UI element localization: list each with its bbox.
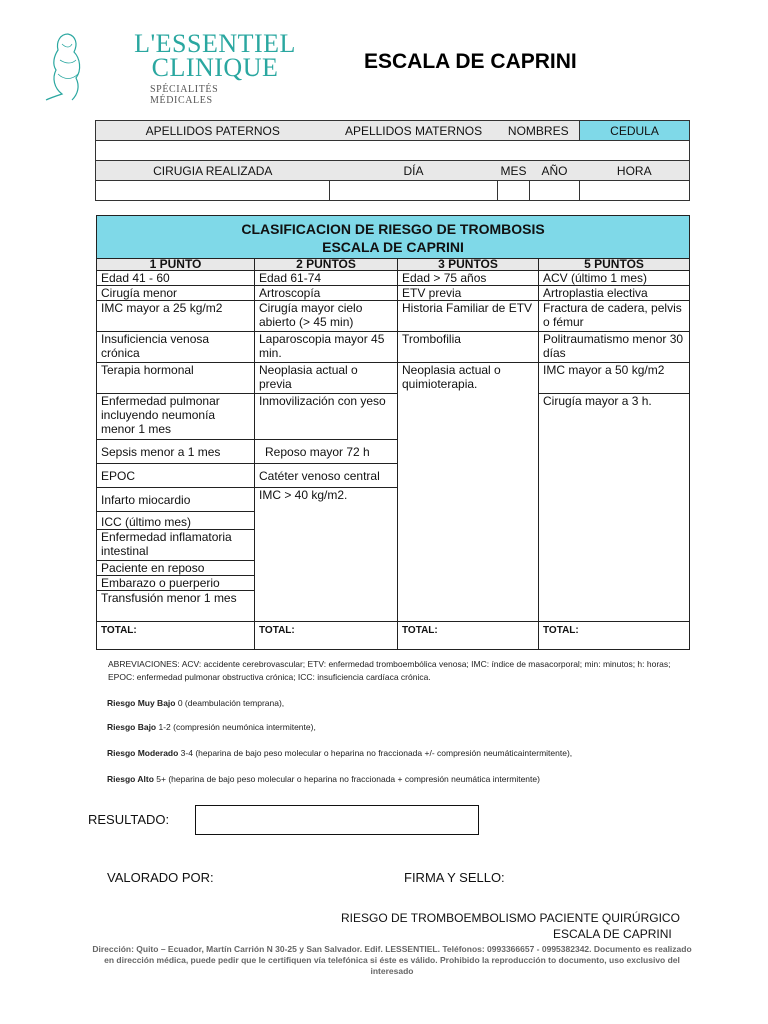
risk-text: 0 (deambulación temprana), bbox=[175, 698, 285, 708]
risk-item[interactable]: Cirugía mayor cielo abierto (> 45 min) bbox=[255, 301, 398, 332]
total-3-puntos[interactable]: TOTAL: bbox=[398, 622, 539, 650]
firma-sello-label: FIRMA Y SELLO: bbox=[404, 870, 505, 885]
risk-item[interactable]: ICC (último mes) bbox=[97, 512, 255, 530]
risk-text: 5+ (heparina de bajo peso molecular o heparina no fraccionada + compresión neumática intermitente) bbox=[153, 774, 540, 784]
dia-header: DÍA bbox=[330, 161, 498, 181]
risk-item[interactable]: Inmovilización con yeso bbox=[255, 394, 398, 440]
col-header-2-puntos: 2 PUNTOS bbox=[255, 259, 398, 271]
risk-item[interactable]: Terapia hormonal bbox=[97, 363, 255, 394]
total-5-puntos[interactable]: TOTAL: bbox=[539, 622, 690, 650]
address-footer: Dirección: Quito – Ecuador, Martín Carrión N 30-25 y San Salvador. Edif. LESSENTIEL. Teléfonos: 0993366657 - 0995382342. Documento es realizado en dirección médica, puede pedir que le certifiquen vía telefónica si éste es válido. Prohibido la reproducción to documento, uso exclusivo del interesado bbox=[92, 944, 692, 976]
col-header-3-puntos: 3 PUNTOS bbox=[398, 259, 539, 271]
anio-header: AÑO bbox=[530, 161, 580, 181]
risk-item[interactable]: Politraumatismo menor 30 días bbox=[539, 332, 690, 363]
table-title-line1: CLASIFICACION DE RIESGO DE TROMBOSIS bbox=[241, 221, 545, 237]
risk-item[interactable]: Fractura de cadera, pelvis o fémur bbox=[539, 301, 690, 332]
risk-item[interactable]: Edad 41 - 60 bbox=[97, 271, 255, 286]
cirugia-header: CIRUGIA REALIZADA bbox=[96, 161, 330, 181]
abbreviations-note: ABREVIACIONES: ACV: accidente cerebrovascular; ETV: enfermedad tromboembólica venosa; IMC: índice de masacorporal; min: minutos; h: horas; EPOC: enfermedad pulmonar obstructiva crónica; ICC: insuficiencia cardíaca crónica. bbox=[108, 659, 671, 682]
risk-item[interactable]: Neoplasia actual o quimioterapia. bbox=[398, 363, 539, 622]
risk-item[interactable]: Trombofilia bbox=[398, 332, 539, 363]
risk-item[interactable]: Catéter venoso central bbox=[255, 464, 398, 488]
cirugia-field[interactable] bbox=[96, 181, 330, 201]
risk-item[interactable]: Transfusión menor 1 mes bbox=[97, 591, 255, 622]
valorado-por-label: VALORADO POR: bbox=[107, 870, 214, 885]
hora-field[interactable] bbox=[580, 181, 690, 201]
risk-item[interactable]: Paciente en reposo bbox=[97, 561, 255, 576]
col-header-5-puntos: 5 PUNTOS bbox=[539, 259, 690, 271]
risk-item[interactable]: Neoplasia actual o previa bbox=[255, 363, 398, 394]
risk-item[interactable]: Reposo mayor 72 h bbox=[255, 440, 398, 464]
mes-header: MES bbox=[498, 161, 530, 181]
apellidos-maternos-header: APELLIDOS MATERNOS bbox=[330, 121, 498, 141]
risk-item[interactable]: IMC > 40 kg/m2. bbox=[255, 488, 398, 622]
risk-item[interactable]: Edad > 75 años bbox=[398, 271, 539, 286]
risk-level-bajo bbox=[107, 722, 316, 732]
risk-item[interactable]: EPOC bbox=[97, 464, 255, 488]
risk-item[interactable]: Sepsis menor a 1 mes bbox=[97, 440, 255, 464]
total-1-punto[interactable]: TOTAL: bbox=[97, 622, 255, 650]
risk-label: Riesgo Muy Bajo bbox=[107, 698, 176, 708]
page-title: ESCALA DE CAPRINI bbox=[364, 50, 577, 73]
risk-text: 1-2 (compresión neumónica intermitente), bbox=[156, 722, 316, 732]
nombres-header: NOMBRES bbox=[498, 121, 580, 141]
anio-field[interactable] bbox=[530, 181, 580, 201]
dia-field[interactable] bbox=[330, 181, 498, 201]
risk-item[interactable]: Infarto miocardio bbox=[97, 488, 255, 512]
col-header-1-punto: 1 PUNTO bbox=[97, 259, 255, 271]
logo-name bbox=[116, 29, 314, 82]
risk-item[interactable]: Embarazo o puerperio bbox=[97, 576, 255, 591]
table-title-line2: ESCALA DE CAPRINI bbox=[322, 239, 464, 255]
risk-item[interactable]: Enfermedad pulmonar incluyendo neumonía menor 1 mes bbox=[97, 394, 255, 440]
apellidos-paternos-header: APELLIDOS PATERNOS bbox=[96, 121, 330, 141]
risk-item[interactable]: Artroscopía bbox=[255, 286, 398, 301]
risk-item[interactable]: ACV (último 1 mes) bbox=[539, 271, 690, 286]
logo-subtitle: SPÉCIALITÉS MÉDICALES bbox=[150, 84, 219, 106]
caprini-table bbox=[96, 215, 690, 650]
risk-item[interactable]: Cirugía mayor a 3 h. bbox=[539, 394, 690, 622]
risk-item[interactable]: Insuficiencia venosa crónica bbox=[97, 332, 255, 363]
risk-item[interactable]: ETV previa bbox=[398, 286, 539, 301]
risk-item[interactable]: IMC mayor a 25 kg/m2 bbox=[97, 301, 255, 332]
risk-item[interactable]: Artroplastia electiva bbox=[539, 286, 690, 301]
cedula-header: CEDULA bbox=[580, 121, 690, 141]
table-title bbox=[97, 216, 690, 259]
risk-item[interactable]: Cirugía menor bbox=[97, 286, 255, 301]
risk-item[interactable]: Historia Familiar de ETV bbox=[398, 301, 539, 332]
footer-title: RIESGO DE TROMBOEMBOLISMO PACIENTE QUIRÚRGICO bbox=[341, 911, 680, 925]
risk-text: 3-4 (heparina de bajo peso molecular o heparina no fraccionada +/- compresión neumáticaintermitente), bbox=[178, 748, 573, 758]
patient-header-table bbox=[95, 120, 690, 201]
logo-name-line1: L'ESSENTIEL bbox=[134, 29, 296, 58]
risk-label: Riesgo Moderado bbox=[107, 748, 179, 758]
risk-item[interactable]: Laparoscopia mayor 45 min. bbox=[255, 332, 398, 363]
mes-field[interactable] bbox=[498, 181, 530, 201]
patient-name-field[interactable] bbox=[96, 141, 690, 161]
resultado-field[interactable] bbox=[195, 805, 479, 835]
total-2-puntos[interactable]: TOTAL: bbox=[255, 622, 398, 650]
risk-label: Riesgo Bajo bbox=[107, 722, 157, 732]
logo-name-line2: CLINIQUE bbox=[151, 53, 279, 82]
footer-subtitle: ESCALA DE CAPRINI bbox=[553, 927, 672, 941]
hora-header: HORA bbox=[580, 161, 690, 181]
resultado-label: RESULTADO: bbox=[88, 812, 170, 827]
risk-level-alto bbox=[107, 774, 540, 784]
risk-item[interactable]: IMC mayor a 50 kg/m2 bbox=[539, 363, 690, 394]
risk-item[interactable]: Enfermedad inflamatoria intestinal bbox=[97, 530, 255, 561]
woman-silhouette-icon bbox=[42, 30, 94, 102]
risk-level-muy-bajo bbox=[107, 698, 284, 708]
risk-item[interactable]: Edad 61-74 bbox=[255, 271, 398, 286]
risk-level-moderado bbox=[107, 748, 572, 758]
clinic-logo bbox=[42, 29, 296, 106]
risk-label: Riesgo Alto bbox=[107, 774, 154, 784]
